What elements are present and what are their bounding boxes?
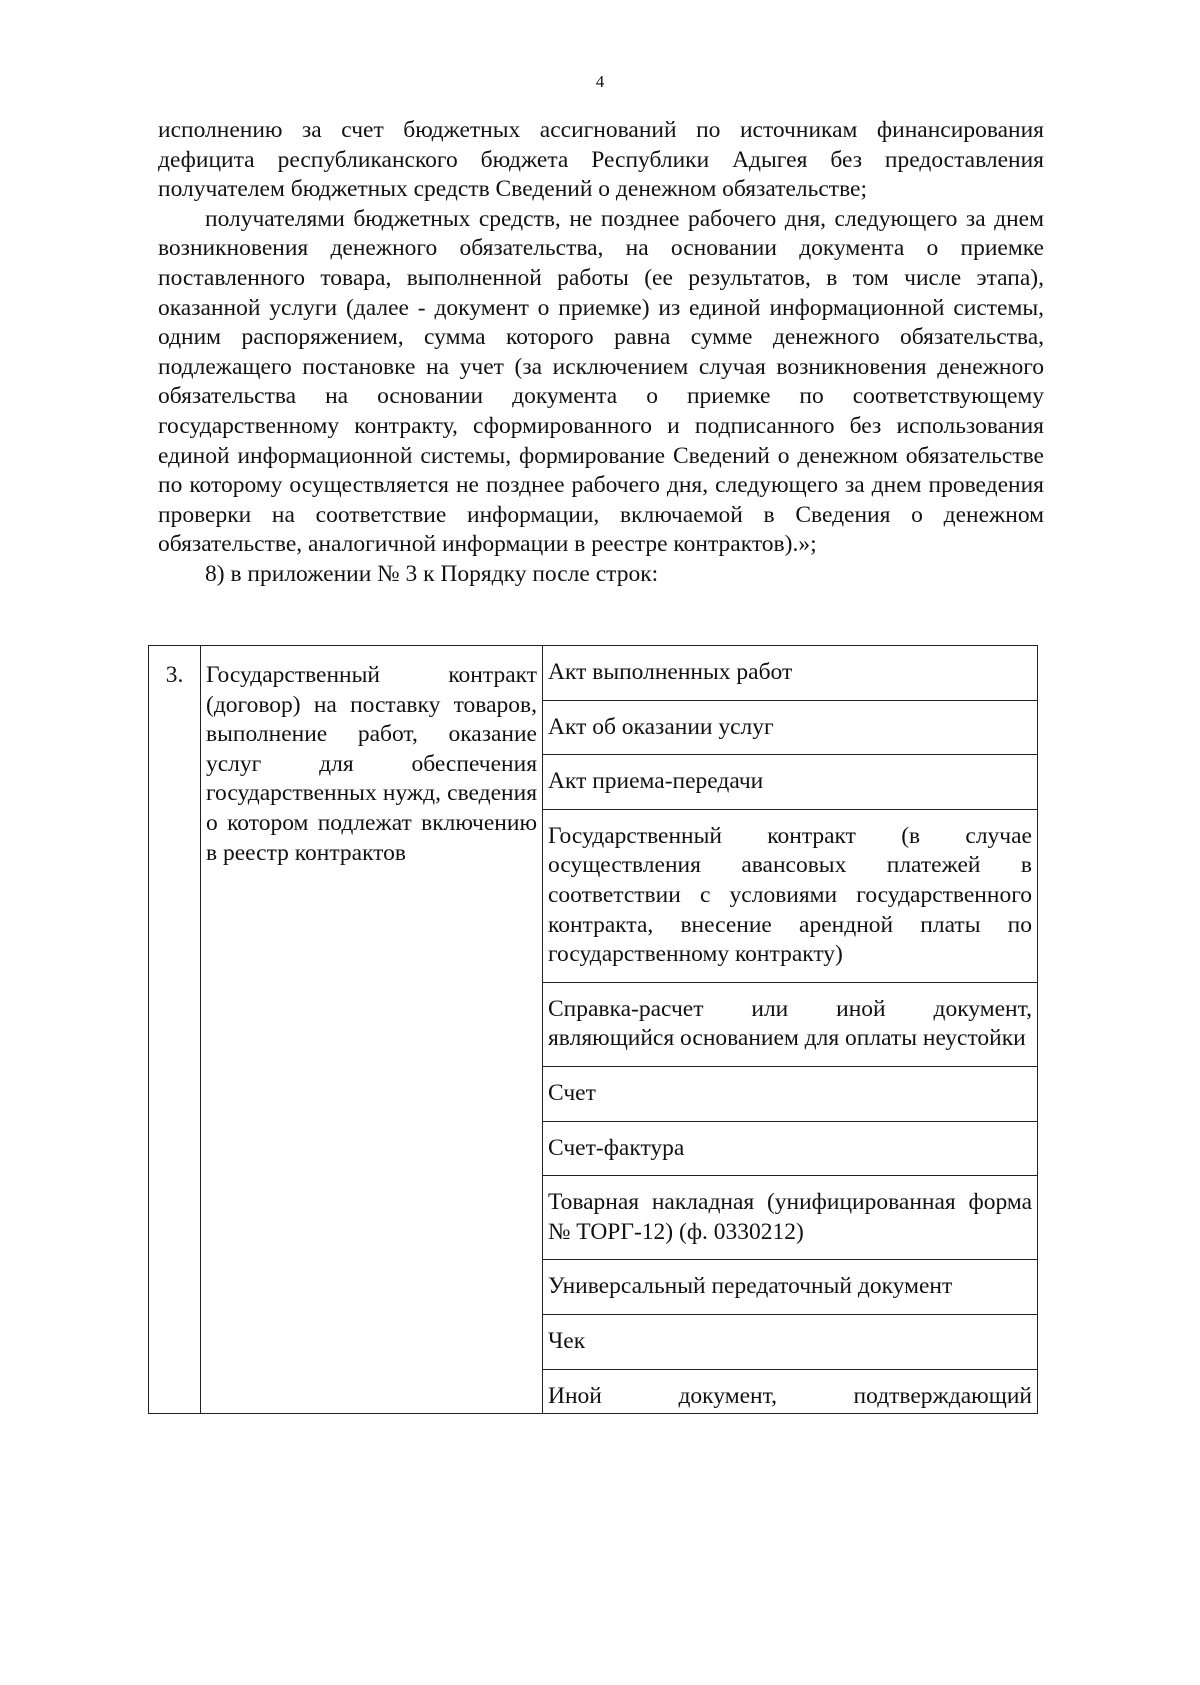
document-cell: Государственный контракт (в случае осуществления авансовых платежей в соответствии с условиями государственного контракта, внесение арендной платы по государственному контракту) — [543, 809, 1038, 982]
document-cell: Универсальный передаточный документ — [543, 1260, 1038, 1315]
table-row — [149, 646, 1038, 701]
contract-type-cell: Государственный контракт (договор) на поставку товаров, выполнение работ, оказание услуг для обеспечения государственных нужд, сведения о котором подлежат включению в реестр контрактов — [201, 646, 543, 1414]
document-cell: Счет — [543, 1066, 1038, 1121]
paragraph-recipients: получателями бюджетных средств, не позднее рабочего дня, следующего за днем возникновения денежного обязательства, на основании документа о приемке поставленного товара, выполненной работы (ее результатов, в том числе этапа), оказанной услуги (далее - документ о приемке) из единой информационной системы, одним распоряжением, сумма которого равна сумме денежного обязательства, подлежащего постановке на учет (за исключением случая возникновения денежного обязательства на основании документа о приемке по соответствующему государственному контракту, сформированного и подписанного без использования единой информационной системы, формирование Сведений о денежном обязательстве по которому осуществляется не позднее рабочего дня, следующего за днем проведения проверки на соответствие информации, включаемой в Сведения о денежном обязательстве, аналогичной информации в реестре контрактов).»; — [158, 205, 1044, 558]
document-cell: Товарная накладная (унифицированная форма № ТОРГ-12) (ф. 0330212) — [543, 1176, 1038, 1260]
document-cell: Счет-фактура — [543, 1121, 1038, 1176]
document-cell: Акт приема-передачи — [543, 755, 1038, 810]
document-cell: Акт выполненных работ — [543, 646, 1038, 701]
documents-table-wrap — [148, 645, 1037, 1414]
paragraph-continuation: исполнению за счет бюджетных ассигнований по источникам финансирования дефицита республиканского бюджета Республики Адыгея без предоставления получателем бюджетных средств Сведений о денежном обязательстве; — [158, 117, 1044, 203]
paragraph-item-8: 8) в приложении № 3 к Порядку после строк: — [205, 560, 659, 587]
document-cell: Чек — [543, 1314, 1038, 1369]
document-cell: Справка-расчет или иной документ, являющийся основанием для оплаты неустойки — [543, 982, 1038, 1066]
document-cell: Акт об оказании услуг — [543, 700, 1038, 755]
page-number: 4 — [595, 72, 605, 91]
body-text — [158, 116, 1044, 590]
documents-table — [148, 645, 1038, 1414]
document-cell: Иной документ, подтверждающий — [543, 1369, 1038, 1414]
row-number-cell: 3. — [149, 646, 201, 1414]
